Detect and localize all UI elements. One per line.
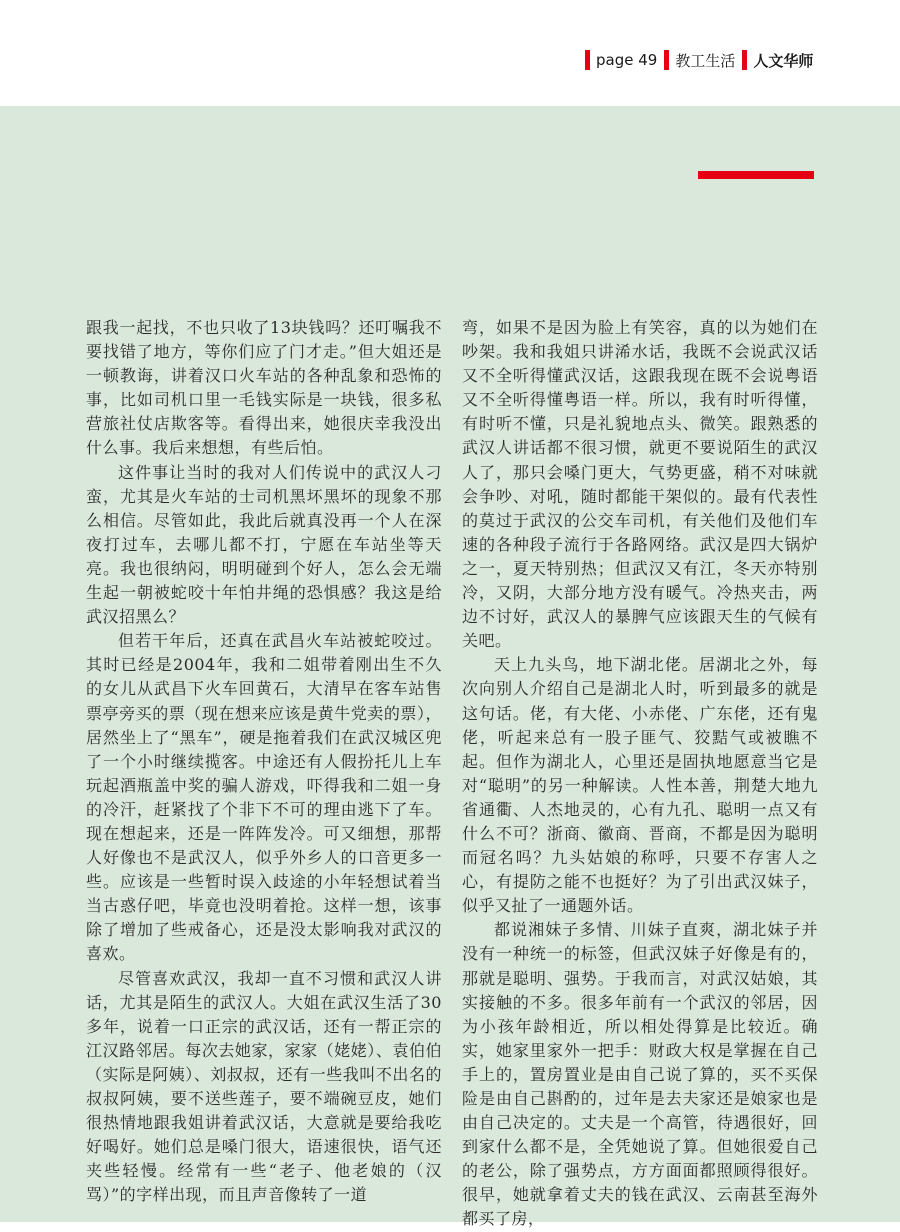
paragraph: 天上九头鸟，地下湖北佬。居湖北之外，每次向别人介绍自己是湖北人时，听到最多的就是这句话。佬，有大佬、小赤佬、广东佬，还有鬼佬，听起来总有一股子匪气、狡黠气或被瞧不起。但作为湖北人，心里还是固执地愿意当它是对“聪明”的另一种解读。人性本善，荆楚大地九省通衢、人杰地灵的，心有九孔、聪明一点又有什么不可？浙商、徽商、晋商，不都是因为聪明而冠名吗？九头姑娘的称呼，只要不存害人之心，有提防之能不也挺好？为了引出武汉妹子，似乎又扯了一通题外话。 bbox=[462, 655, 818, 916]
running-head bbox=[585, 49, 820, 71]
paragraph: 尽管喜欢武汉，我却一直不习惯和武汉人讲话，尤其是陌生的武汉人。大姐在武汉生活了30多年，说着一口正宗的武汉话，还有一帮正宗的江汉路邻居。每次去她家，家家（姥姥）、袁伯伯（实际是阿姨）、刘叔叔，还有一些我叫不出名的叔叔阿姨，要不送些莲子，要不端碗豆皮，她们很热情地跟我姐讲着武汉话，大意就是要给我吃好喝好。她们总是嗓门很大，语速很快，语气还夹些轻慢。经常有一些“老子、他老娘的（汉骂）”的字样出现，而且声音像转了一道 bbox=[86, 968, 442, 1205]
red-accent-bar bbox=[698, 171, 814, 179]
red-marker-icon bbox=[742, 50, 747, 70]
paragraph: 都说湘妹子多情、川妹子直爽，湖北妹子并没有一种统一的标签，但武汉妹子好像是有的，那就是聪明、强势。于我而言，对武汉姑娘，其实接触的不多。很多年前有一个武汉的邻居，因为小孩年龄相近，所以相处得算是比较近。确实，她家里家外一把手：财政大权是掌握在自己手上的，置房置业是由自己说了算的，买不买保险是由自己斟酌的，过年是去夫家还是娘家也是由自己决定的。丈夫是一个高管，待遇很好，回到家什么都不是，全凭她说了算。但她很爱自己的老公，除了强势点，方方面面都照顾得很好。很早，她就拿着丈夫的钱在武汉、云南甚至海外都买了房， bbox=[462, 920, 818, 1229]
right-text-column bbox=[462, 316, 818, 1232]
paragraph: 这件事让当时的我对人们传说中的武汉人刁蛮，尤其是火车站的士司机黑坏黑坏的现象不那么相信。尽管如此，我此后就真没再一个人在深夜打过车，去哪儿都不打，宁愿在车站坐等天亮。我也很纳闷，明明碰到个好人，怎么会无端生起一朝被蛇咬十年怕井绳的恐惧感？我这是给武汉招黑么？ bbox=[86, 462, 442, 627]
page-number: page 49 bbox=[596, 51, 658, 69]
section-label: 教工生活 bbox=[675, 51, 736, 70]
red-marker-icon bbox=[585, 50, 590, 70]
paragraph: 弯，如果不是因为脸上有笑容，真的以为她们在吵架。我和我姐只讲浠水话，我既不会说武汉话又不全听得懂武汉话，这跟我现在既不会说粤语又不全听得懂粤语一样。所以，我有时听得懂，有时听不懂，只是礼貌地点头、微笑。跟熟悉的武汉人讲话都不很习惯，就更不要说陌生的武汉人了，那只会嗓门更大，气势更盛，稍不对味就会争吵、对吼，随时都能干架似的。最有代表性的莫过于武汉的公交车司机，有关他们及他们车速的各种段子流行于各路网络。武汉是四大锅炉之一，夏天特别热；但武汉又有江，冬天亦特别冷，又阴，大部分地方没有暖气。冷热夹击，两边不讨好，武汉人的暴脾气应该跟天生的气候有关吧。 bbox=[462, 318, 818, 651]
left-text-column bbox=[86, 316, 442, 1207]
paragraph: 但若干年后，还真在武昌火车站被蛇咬过。其时已经是2004年，我和二姐带着刚出生不久的女儿从武昌下火车回黄石，大清早在客车站售票亭旁买的票（现在想来应该是黄牛党卖的票），居然坐上了“黑车”，硬是拖着我们在武汉城区兜了一个小时继续揽客。中途还有人假扮托儿上车玩起酒瓶盖中奖的骗人游戏，吓得我和二姐一身的冷汗，赶紧找了个非下不可的理由逃下了车。现在想起来，还是一阵阵发冷。可又细想，那帮人好像也不是武汉人，似乎外乡人的口音更多一些。应该是一些暂时误入歧途的小年轻想试着当当古惑仔吧，毕竟也没明着抢。这样一想，该事除了增加了些戒备心，还是没太影响我对武汉的喜欢。 bbox=[86, 631, 442, 964]
paragraph: 跟我一起找，不也只收了13块钱吗？还叮嘱我不要找错了地方，等你们应了门才走。”但大姐还是一顿教诲，讲着汉口火车站的各种乱象和恐怖的事，比如司机口里一毛钱实际是一块钱，很多私营旅社仗店欺客等。看得出来，她很庆幸我没出什么事。我后来想想，有些后怕。 bbox=[86, 318, 442, 458]
column-name: 人文华师 bbox=[753, 51, 814, 70]
red-marker-icon bbox=[664, 50, 669, 70]
